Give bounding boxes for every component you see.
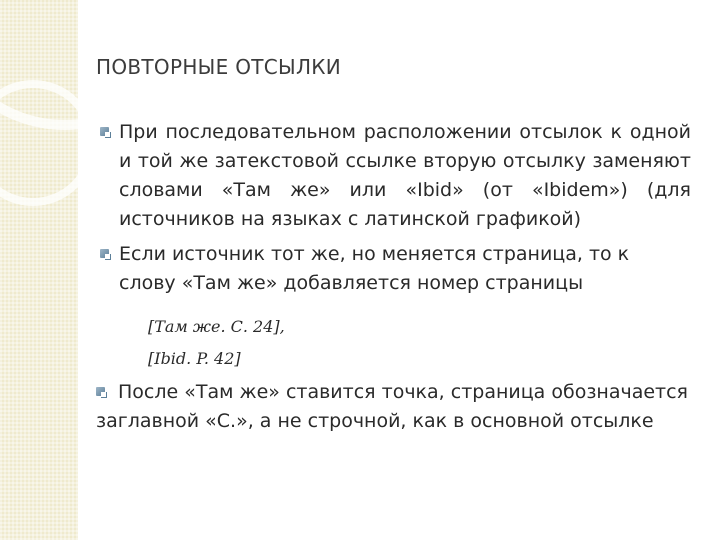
square-bullet-icon <box>100 127 110 137</box>
bullet-item <box>96 378 696 436</box>
decorative-sidebar <box>0 0 78 540</box>
square-bullet-icon <box>96 387 106 397</box>
bullet-text: Если источник тот же, но меняется страница, то к слову «Там же» добавляется номер страницы <box>119 243 630 294</box>
bullet-item <box>119 118 691 234</box>
example-citation: [Там же. С. 24], <box>148 317 285 336</box>
bullet-item <box>119 240 691 298</box>
example-citation: [Ibid. P. 42] <box>148 349 241 368</box>
square-bullet-icon <box>100 249 110 259</box>
bullet-text: При последовательном расположении отсылок к одной и той же затекстовой ссылке вторую отсылку заменяют словами «Там же» или «Ibid» (от «Ibidem») (для источников на языках с латинской графикой) <box>119 121 691 230</box>
slide-title: ПОВТОРНЫЕ ОТСЫЛКИ <box>96 55 342 79</box>
bullet-text: После «Там же» ставится точка, страница обозначается заглавной «С.», а не строчной, как в основной отсылке <box>96 381 688 432</box>
